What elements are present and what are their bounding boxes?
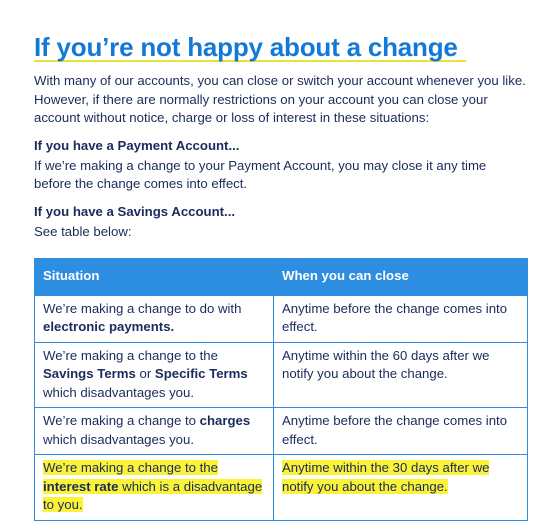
situation-text: We’re making a change to do with [43, 300, 242, 316]
table-header-row [35, 259, 528, 296]
table-row [35, 408, 528, 455]
situation-cell [35, 295, 274, 342]
table-row [35, 295, 528, 342]
situation-text: We’re making a change to [43, 413, 200, 428]
situation-emphasis: electronic payments. [43, 319, 175, 334]
when-cell: Anytime within the 60 days after we notify you about the change. [274, 342, 528, 408]
page-title: If you’re not happy about a change [34, 32, 458, 62]
table-row [35, 342, 528, 408]
intro-paragraph: With many of our accounts, you can close or switch your account whenever you like. However, if there are normally restrictions on your account you can close your account without notice, charge or loss of interest in these situations: [34, 73, 526, 125]
close-account-table [34, 258, 528, 521]
highlighted-text: Anytime within the 30 days after we notify you about the change. [282, 460, 490, 494]
column-header-situation: Situation [35, 259, 274, 296]
situation-text: which is a disadvantage to you. [43, 478, 263, 512]
savings-account-text: See table below: [34, 223, 132, 239]
situation-emphasis: charges [199, 413, 251, 428]
payment-account-text: If we’re making a change to your Payment Account, you may close it any time before the change comes into effect. [34, 157, 487, 191]
when-cell [274, 455, 528, 521]
situation-text: or [135, 366, 155, 381]
when-cell: Anytime before the change comes into effect. [274, 408, 528, 455]
when-cell: Anytime before the change comes into effect. [274, 295, 528, 342]
situation-cell [35, 455, 274, 521]
situation-emphasis: Specific Terms [154, 366, 248, 381]
situation-emphasis: interest rate [43, 478, 119, 494]
situation-cell [35, 408, 274, 455]
document-page [34, 0, 526, 241]
savings-account-subhead: If you have a Savings Account... [34, 203, 236, 219]
situation-text: which disadvantages you. [43, 431, 195, 447]
situation-text: We’re making a change to the [43, 347, 218, 363]
payment-account-subhead: If you have a Payment Account... [34, 137, 240, 153]
situation-text: We’re making a change to the [43, 460, 218, 475]
situation-text: which disadvantages you. [43, 384, 195, 400]
highlighted-text [43, 460, 262, 512]
table-row [35, 455, 528, 521]
column-header-when: When you can close [274, 259, 528, 296]
situation-cell [35, 342, 274, 408]
situation-emphasis: Savings Terms [43, 366, 136, 381]
